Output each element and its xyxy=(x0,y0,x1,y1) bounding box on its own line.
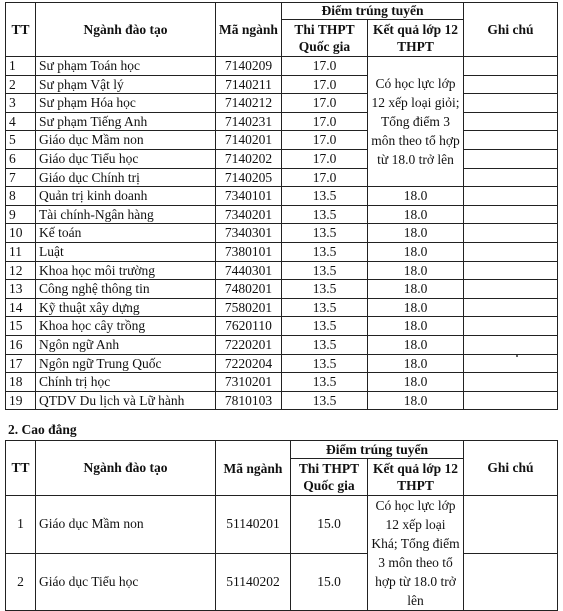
row-note xyxy=(464,224,558,243)
row-code: 7220201 xyxy=(216,335,282,354)
merged-grade12-criteria: Có học lực lớp 12 xếp loại Khá; Tổng điểm 3 môn theo tổ hợp từ 18.0 trở lên xyxy=(368,496,464,611)
row-grade12-score: 18.0 xyxy=(368,354,464,373)
row-code: 7440301 xyxy=(216,261,282,280)
table-row xyxy=(6,354,558,373)
row-exam-score: 13.5 xyxy=(282,261,368,280)
row-code: 7140201 xyxy=(216,131,282,150)
row-note xyxy=(464,75,558,94)
row-tt: 6 xyxy=(6,149,36,168)
row-note xyxy=(464,94,558,113)
table-row xyxy=(6,131,558,150)
row-major: Giáo dục Tiểu học xyxy=(36,553,216,611)
row-code: 7480201 xyxy=(216,280,282,299)
header-code: Mã ngành xyxy=(216,3,282,57)
row-grade12-score: 18.0 xyxy=(368,205,464,224)
row-tt: 19 xyxy=(6,391,36,410)
row-note xyxy=(464,354,558,373)
header-national-exam: Thi THPT Quốc gia xyxy=(291,459,368,496)
row-tt: 10 xyxy=(6,224,36,243)
row-note xyxy=(464,57,558,76)
row-exam-score: 17.0 xyxy=(282,57,368,76)
row-code: 7580201 xyxy=(216,298,282,317)
header-score-group: Điểm trúng tuyển xyxy=(291,441,464,459)
row-tt: 1 xyxy=(6,57,36,76)
header-tt: TT xyxy=(6,3,36,57)
row-tt: 11 xyxy=(6,242,36,261)
row-code: 7380101 xyxy=(216,242,282,261)
table1-body xyxy=(6,57,558,410)
table-row xyxy=(6,261,558,280)
table-row xyxy=(6,205,558,224)
row-code: 7140212 xyxy=(216,94,282,113)
header-major: Ngành đào tạo xyxy=(36,3,216,57)
table-row xyxy=(6,94,558,113)
row-note xyxy=(464,112,558,131)
table-row xyxy=(6,242,558,261)
row-note xyxy=(464,261,558,280)
header-note: Ghi chú xyxy=(464,3,558,57)
row-tt: 9 xyxy=(6,205,36,224)
row-exam-score: 13.5 xyxy=(282,242,368,261)
row-note xyxy=(464,280,558,299)
table-row xyxy=(6,280,558,299)
row-exam-score: 13.5 xyxy=(282,298,368,317)
row-exam-score: 17.0 xyxy=(282,75,368,94)
row-major: Giáo dục Tiểu học xyxy=(36,149,216,168)
scan-speck xyxy=(516,355,518,357)
row-exam-score: 13.5 xyxy=(282,373,368,392)
row-major: Khoa học môi trường xyxy=(36,261,216,280)
row-major: Khoa học cây trồng xyxy=(36,317,216,336)
row-tt: 13 xyxy=(6,280,36,299)
row-exam-score: 17.0 xyxy=(282,168,368,187)
row-code: 7140205 xyxy=(216,168,282,187)
row-tt: 5 xyxy=(6,131,36,150)
row-code: 7620110 xyxy=(216,317,282,336)
header-grade12: Kết quả lớp 12 THPT xyxy=(368,20,464,57)
row-grade12-score: 18.0 xyxy=(368,280,464,299)
row-note xyxy=(464,168,558,187)
table-row xyxy=(6,187,558,206)
table-row xyxy=(6,391,558,410)
row-grade12-score: 18.0 xyxy=(368,187,464,206)
row-note xyxy=(464,335,558,354)
row-tt: 12 xyxy=(6,261,36,280)
row-code: 7310201 xyxy=(216,373,282,392)
row-major: Quản trị kinh doanh xyxy=(36,187,216,206)
header-national-exam: Thi THPT Quốc gia xyxy=(282,20,368,57)
row-note xyxy=(464,496,558,554)
row-major: Sư phạm Hóa học xyxy=(36,94,216,113)
table-row xyxy=(6,373,558,392)
row-note xyxy=(464,553,558,611)
row-exam-score: 13.5 xyxy=(282,391,368,410)
row-major: Giáo dục Mầm non xyxy=(36,131,216,150)
row-major: Kỹ thuật xây dựng xyxy=(36,298,216,317)
row-exam-score: 13.5 xyxy=(282,335,368,354)
row-major: Ngôn ngữ Anh xyxy=(36,335,216,354)
row-exam-score: 13.5 xyxy=(282,205,368,224)
header-grade12: Kết quả lớp 12 THPT xyxy=(368,459,464,496)
row-major: Ngôn ngữ Trung Quốc xyxy=(36,354,216,373)
row-note xyxy=(464,317,558,336)
row-code: 7340301 xyxy=(216,224,282,243)
row-tt: 2 xyxy=(6,75,36,94)
row-major: Sư phạm Vật lý xyxy=(36,75,216,94)
header-major: Ngành đào tạo xyxy=(36,441,216,496)
row-code: 7140202 xyxy=(216,149,282,168)
row-tt: 14 xyxy=(6,298,36,317)
row-tt: 8 xyxy=(6,187,36,206)
row-grade12-score: 18.0 xyxy=(368,335,464,354)
row-major: Công nghệ thông tin xyxy=(36,280,216,299)
section-college-title: 2. Cao đẳng xyxy=(8,422,77,437)
row-grade12-score: 18.0 xyxy=(368,242,464,261)
row-major: Tài chính-Ngân hàng xyxy=(36,205,216,224)
row-tt: 1 xyxy=(6,496,36,554)
row-exam-score: 17.0 xyxy=(282,149,368,168)
row-note xyxy=(464,187,558,206)
row-grade12-score: 18.0 xyxy=(368,261,464,280)
row-note xyxy=(464,391,558,410)
row-exam-score: 17.0 xyxy=(282,94,368,113)
row-note xyxy=(464,149,558,168)
table-row xyxy=(6,168,558,187)
row-major: Kế toán xyxy=(36,224,216,243)
row-tt: 4 xyxy=(6,112,36,131)
row-code: 51140202 xyxy=(216,553,291,611)
row-major: Giáo dục Chính trị xyxy=(36,168,216,187)
table-row xyxy=(6,317,558,336)
row-tt: 18 xyxy=(6,373,36,392)
row-exam-score: 17.0 xyxy=(282,112,368,131)
row-tt: 15 xyxy=(6,317,36,336)
table-row xyxy=(6,75,558,94)
row-tt: 17 xyxy=(6,354,36,373)
table-row xyxy=(6,57,558,76)
row-code: 7140211 xyxy=(216,75,282,94)
table-row xyxy=(6,553,558,611)
row-major: Sư phạm Tiếng Anh xyxy=(36,112,216,131)
row-major: Sư phạm Toán học xyxy=(36,57,216,76)
row-grade12-score: 18.0 xyxy=(368,224,464,243)
row-note xyxy=(464,242,558,261)
row-tt: 7 xyxy=(6,168,36,187)
row-code: 51140201 xyxy=(216,496,291,554)
row-exam-score: 13.5 xyxy=(282,187,368,206)
table-row xyxy=(6,335,558,354)
row-note xyxy=(464,373,558,392)
row-major: QTDV Du lịch và Lữ hành xyxy=(36,391,216,410)
table-row xyxy=(6,224,558,243)
row-exam-score: 15.0 xyxy=(291,496,368,554)
header-note: Ghi chú xyxy=(464,441,558,496)
row-major: Chính trị học xyxy=(36,373,216,392)
row-code: 7220204 xyxy=(216,354,282,373)
row-code: 7340101 xyxy=(216,187,282,206)
merged-grade12-criteria: Có học lực lớp 12 xếp loại giỏi; Tổng điểm 3 môn theo tổ hợp từ 18.0 trở lên xyxy=(368,57,464,187)
row-code: 7340201 xyxy=(216,205,282,224)
row-major: Luật xyxy=(36,242,216,261)
row-tt: 2 xyxy=(6,553,36,611)
row-note xyxy=(464,131,558,150)
row-exam-score: 13.5 xyxy=(282,354,368,373)
university-admission-table xyxy=(5,2,558,410)
header-tt: TT xyxy=(6,441,36,496)
row-tt: 16 xyxy=(6,335,36,354)
table-row xyxy=(6,112,558,131)
header-code: Mã ngành xyxy=(216,441,291,496)
row-exam-score: 15.0 xyxy=(291,553,368,611)
row-grade12-score: 18.0 xyxy=(368,317,464,336)
row-grade12-score: 18.0 xyxy=(368,391,464,410)
table-row xyxy=(6,496,558,554)
row-code: 7140231 xyxy=(216,112,282,131)
table-row xyxy=(6,298,558,317)
college-admission-table xyxy=(5,440,558,611)
row-grade12-score: 18.0 xyxy=(368,373,464,392)
row-exam-score: 17.0 xyxy=(282,131,368,150)
row-tt: 3 xyxy=(6,94,36,113)
table-row xyxy=(6,149,558,168)
row-exam-score: 13.5 xyxy=(282,280,368,299)
row-code: 7810103 xyxy=(216,391,282,410)
row-code: 7140209 xyxy=(216,57,282,76)
row-major: Giáo dục Mầm non xyxy=(36,496,216,554)
header-score-group: Điểm trúng tuyển xyxy=(282,3,464,20)
row-note xyxy=(464,205,558,224)
row-exam-score: 13.5 xyxy=(282,317,368,336)
row-grade12-score: 18.0 xyxy=(368,298,464,317)
table2-body xyxy=(6,496,558,611)
row-note xyxy=(464,298,558,317)
row-exam-score: 13.5 xyxy=(282,224,368,243)
